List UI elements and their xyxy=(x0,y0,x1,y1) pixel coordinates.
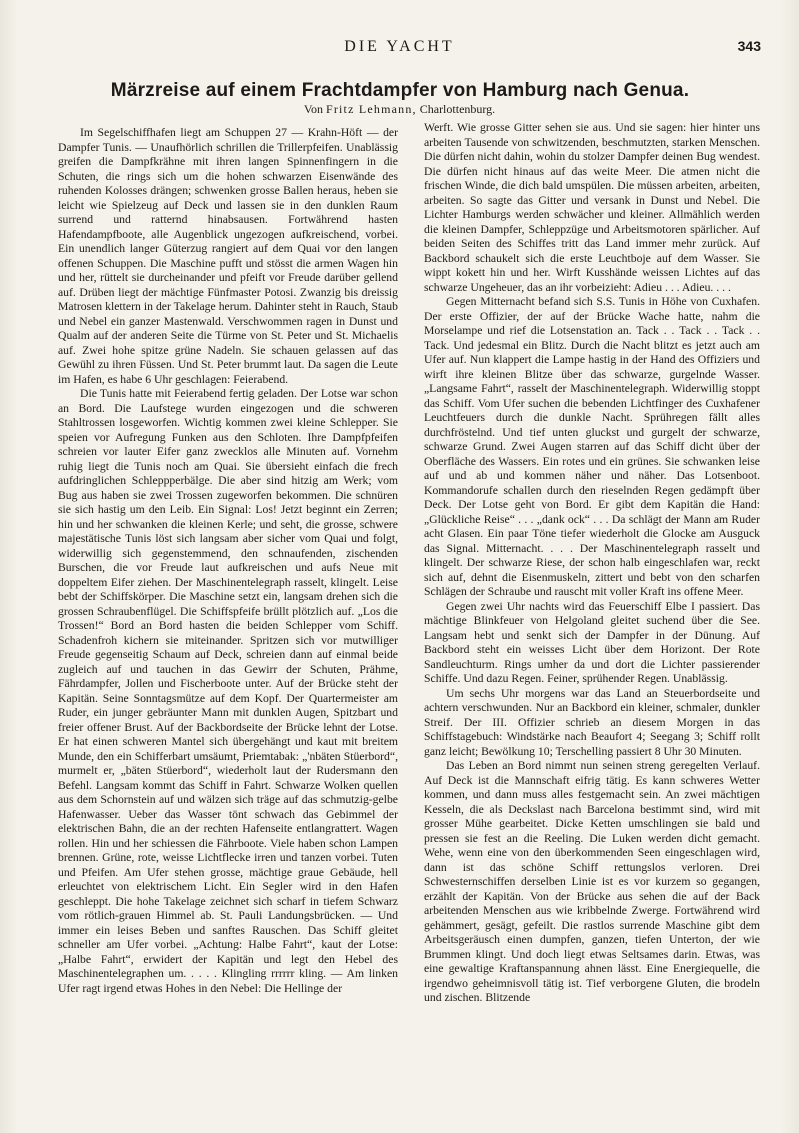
author-name: Fritz Lehmann, xyxy=(325,102,417,116)
page-number: 343 xyxy=(737,38,761,54)
paragraph: Um sechs Uhr morgens war das Land an Steuerbordseite und achtern verschwunden. Nur an Backbord ein kleiner, schmaler, dunkler Streif. Der III. Offizier schrieb an diesem Morgen in das Schiffstagebuch: Windstärke nach Beaufort 4; Seegang 3; Schiff rollt ganz leicht; Bewölkung 10; Terschelling passiert 8 Uhr 30 Minuten. xyxy=(424,686,760,758)
left-column xyxy=(58,126,398,1126)
paragraph: Die Tunis hatte mit Feierabend fertig geladen. Der Lotse war schon an Bord. Die Laufstege wurden eingezogen und die schweren Stahltrossen losgeworfen. Wichtig kommen zwei kleine Schlepper. Sie speien vor Aufregung Funken aus den Schloten. Ihre Dampfpfeifen schreien vor lauter Eifer ganz zwecklos alle Minuten auf. Vornehm ruhig liegt die Tunis noch am Quai. Sie übersieht einfach die frech aufdringlichen Schleppperbälge. Die aber sind hitzig am Werk; vom Bug aus haben sie zwei Trossen zugeworfen bekommen. Die schnüren sie sich hastig um den Leib. Ein Signal: Los! Jetzt beginnt ein Zerren; hin und her schwanken die kleinen Kerle; und seht, die grosse, schwere majestätische Tunis löst sich langsam aber sicher vom Quai und folgt, widerwillig sich gegenstemmend, den schnaufenden, zischenden Burschen, die vor Freude laut aufkreischen und aufs Neue mit doppeltem Eifer ziehen. Der Maschinentelegraph rasselt, klingelt. Leise bebt der Schiffskörper. Die Maschine setzt ein, langsam drehen sich die grossen Schraubenflügel. Die Schiffspfeife brüllt plötzlich auf. „Los die Trossen!“ Bord an Bord hasten die beiden Schlepper vom Schiff. Schadenfroh kichern sie miteinander. Spritzen sich vor mutwilliger Freude gegenseitig Schaum auf Deck, schreien dann auf einmal beide zugleich auf und tauchen in das Gewirr der Schuten, Prähme, Fährdampfer, Jollen und Fischerboote unter. Auf der Brücke steht der Kapitän. Seine Sonntagsmütze auf dem Kopf. Der Quartermeister am Ruder, ein junger gebräunter Mann mit dunklen Augen, Spitzbart und freier offener Brust. Auf der Backbordseite der Brücke lehnt der Lotse. Er hat einen schweren Mantel sich übergehängt und kaut mit breitem Munde, den ein Schifferbart umsäumt, Priemtabak: „'nbäten Stüerbord“, murmelt er, „bäten Stüerbord“, wiederholt laut der Rudersmann den Befehl. Langsam kommt das Schiff in Fahrt. Schwarze Wolken quellen aus dem Schornstein auf und wälzen sich träge auf das schmutzig-gelbe Hafenwasser. Ueber das Wasser tönt schwach das Gebimmel der elektrischen Bahn, die an der rechten Hafenseite entlangrattert. Wagen rollen. Hin und her schiessen die Fährboote. Viele haben schon Lampen brennen. Grüne, rote, weisse Lichtflecke irren und tanzen vorbei. Tuten und Pfeifen. Am Ufer stehen grosse, mächtige graue Gebäude, hell erleuchtet von elektrischem Licht. Ein Segler wird in den Hafen geschleppt. Die hohe Takelage zeichnet sich scharf in tiefem Schwarz vom rötlich-grauen Himmel ab. St. Pauli Landungsbrücken. — Und immer ein leises Beben und sanftes Rauschen. Das Schiff gleitet schneller am Ufer vorbei. „Achtung: Halbe Fahrt“, kaut der Lotse: „Halbe Fahrt“, erwidert der Kapitän und legt den Hebel des Maschinentelegraphen um. . . . . Klingling rrrrrr kling. — Am linken Ufer ragt irgend etwas Hohes in den Nebel: Die Hellinge der xyxy=(58,387,398,995)
byline-prefix: Von xyxy=(303,102,323,116)
paragraph: Gegen zwei Uhr nachts wird das Feuerschiff Elbe I passiert. Das mächtige Blinkfeuer von Helgoland gleitet suchend über die See. Langsam hebt und senkt sich der Dampfer in der Dünung. Auf Backbord steht ein weisses Licht über dem Horizont. Der Rote Sandleuchturm. Rings umher da und dort die Lichter passierender Schiffe. Und dazu Regen. Feiner, sprühender Regen. Unablässig. xyxy=(424,599,760,685)
author-location: Charlottenburg. xyxy=(419,102,496,116)
paragraph: Im Segelschiffhafen liegt am Schuppen 27 — Krahn-Höft — der Dampfer Tunis. — Unaufhörlich schrillen die Trillerpfeifen. Unablässig greifen die Dampfkrähne mit ihren langen Spinnenfingern in die Schuten, die rings sich um die hohen schwarzen Eisenwände des ruhenden Kolosses drängen; schwenken grosse Ballen heraus, heben sie leicht wie Spielzeug auf Deck und lassen sie in den dunklen Raum surrend und ratternd hinabsausen. Fortwährend hasten Hafendampfboote, alle Augenblick ungezogen aufkreischend, vorbei. Ein unendlich langer Güterzug rangiert auf dem Quai vor den langen offenen Schuppen. Die Maschine pufft und stösst die armen Wagen hin und her, rüttelt sie durcheinander und pfeift vor Freude darüber gellend auf. Drüben liegt der mächtige Fünfmaster Potosi. Zwanzig bis dreissig Matrosen klettern in der Takelage herum. Dahinter steht in Rauch, Staub und Nebel ein ganzer Mastenwald. Verschwommen ragen in Dunst und Qualm auf der anderen Seite die Türme von St. Peter und St. Michaelis auf. Zwei hohe spitze grüne Nadeln. Sie schauen gelassen auf das Gewühl zu ihren Füssen. Und St. Peter brummt laut. Da sagen die Leute im Hafen, es habe 6 Uhr geschlagen: Feierabend. xyxy=(58,126,398,386)
article-title: Märzreise auf einem Frachtdampfer von Hamburg nach Genua. xyxy=(110,80,690,101)
byline xyxy=(0,102,799,117)
running-header xyxy=(0,38,799,60)
paragraph: Das Leben an Bord nimmt nun seinen streng geregelten Verlauf. Auf Deck ist die Mannschaft eifrig tätig. Es kann schweres Wetter kommen, und dann muss alles festgemacht sein. An zwei mächtigen Kesseln, die als Deckslast nach Barcelona bestimmt sind, wird mit grosser Mühe gearbeitet. Dicke Ketten umschlingen sie bald und pressen sie fest an die Reeling. Die Luken werden dicht gemacht. Wehe, wenn eine von den überkommenden Seen eingeschlagen wird, dann ist das schöne Schiff rettungslos verloren. Drei Schwesternschiffen derselben Linie ist es vor kurzem so gegangen, erzählt der Kapitän. Von der Brücke aus sehen die auf der Back arbeitenden Menschen aus wie kribbelnde Zwerge. Fortwährend wird gehämmert, gesägt, gefeilt. Die rastlos surrende Maschine gibt dem Arbeitsgeräusch einen dumpfen, ganzen, tiefen Unterton, der wie Brummen klingt. Und doch liegt etwas Seltsames darin. Etwas, was eine gewaltige Kraftanspannung ahnen lässt. Eine Energiequelle, die irgendwo geheimnisvoll tätig ist. Tief verborgene Gluten, die brodeln und zischen. Blitzende xyxy=(424,759,760,1004)
right-column xyxy=(424,121,760,1121)
journal-title: DIE YACHT xyxy=(344,38,455,55)
paragraph-continued: Werft. Wie grosse Gitter sehen sie aus. Und sie sagen: hier hinter uns arbeiten Tausende von schwitzenden, beschmutzten, starken Menschen. Die dürfen nicht dahin, wohin du stolzer Dampfer deinen Bug wendest. Die dürfen nicht hinaus auf das weite Meer. Die atmen nicht die frischen Winde, die dich bald umspülen. Die müssen arbeiten, arbeiten, arbeiten. So sagte das Gitter und versank in Dunst und Nebel. Die Lichter Hamburgs werden schwächer und kleiner. Allmählich werden die kleinen Dampfer, Schleppzüge und Arbeitsmotoren spärlicher. Auf beiden Seiten des Schiffes tritt das Land immer mehr zurück. Auf Backbord schaukelt sich die erste Leuchtboje auf dem Wasser. Sie wippt kokett hin und her. Wirft Kusshände weissen Lichtes auf das schwarze Ungeheuer, das an ihr vorbeizieht: Adieu . . . Adieu. . . . xyxy=(424,121,760,294)
paragraph: Gegen Mitternacht befand sich S.S. Tunis in Höhe von Cuxhafen. Der erste Offizier, der auf der Brücke Wache hatte, nahm die Morselampe und rief die Lotsenstation an. Tack . . Tack . . Tack . . Tack. Und jedesmal ein Blitz. Durch die Nacht blitzt es jetzt auch am Ufer auf. Nun klappert die Lampe hastig in der Hand des Offiziers und wirft ihre kleinen Blitze über das schwarze, gurgelnde Wasser. „Langsame Fahrt“, rasselt der Maschinentelegraph. Widerwillig stoppt das Schiff. Vom Ufer suchen die bebenden Lichtfinger des Cuxhafener Leuchtfeuers durch die dunkle Nacht. Sprühregen fällt alles durchfröstelnd. Und tief unten gluckst und gurgelt der schwarze, schwarze Grund. Zwei Augen starren auf das Schiff dicht über der Oberfläche des Wassers. Ein rotes und ein grünes. Sie schwanken leise auf und ab und kommen näher und näher. Das Lotsenboot. Kommandorufe schallen durch den rieselnden Regen gedämpft über Deck. Der Lotse geht von Bord. Er gibt dem Kapitän die Hand: „Glückliche Reise“ . . . „dank ock“ . . . Da schlägt der Mann am Ruder acht Glasen. Ein paar Töne tiefer wiederholt die Glocke am Ausguck das Signal. Mitternacht. . . . Der Maschinentelegraph rasselt und klingelt. Der schwarze Riese, der schon halb eingeschlafen war, reckt sich auf, dehnt die Eisenmuskeln, zittert und bebt von den scharfen Schlägen der Schraube und rauscht mit voller Kraft ins offene Meer. xyxy=(424,295,760,598)
